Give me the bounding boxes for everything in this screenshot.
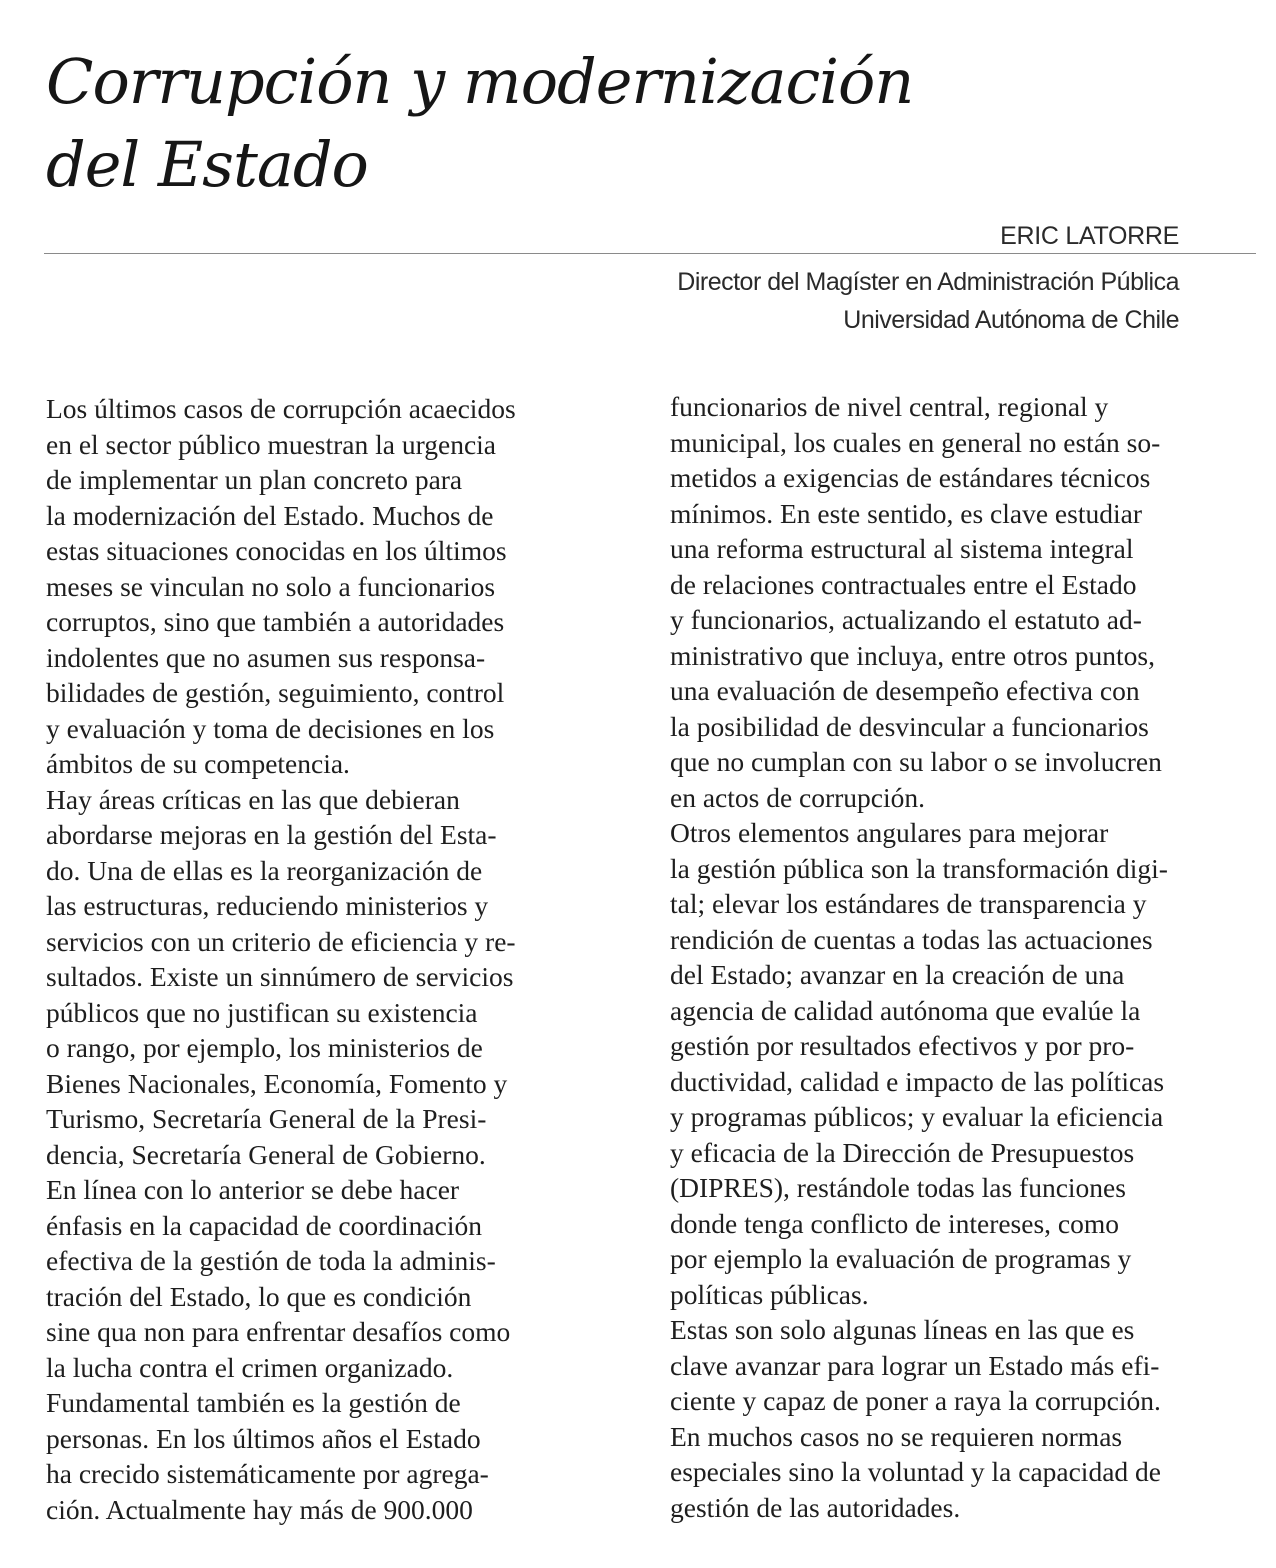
body-text-line: ductividad, calidad e impacto de las políticas (670, 1065, 1165, 1097)
body-text-line: (DIPRES), restándole todas las funciones (670, 1172, 1126, 1203)
author-name: ERIC LATORRE (1000, 222, 1179, 250)
body-text-line: de relaciones contractuales entre el Estado (670, 568, 1137, 600)
article-column-right (670, 389, 1250, 1525)
body-text-line: la lucha contra el crimen organizado. (46, 1351, 454, 1383)
author-role (677, 263, 1179, 339)
body-text-line: Bienes Nacionales, Economía, Fomento y (46, 1067, 508, 1099)
body-text-line: gestión por resultados efectivos y por pro- (670, 1030, 1135, 1061)
body-text-line: do. Una de ellas es la reorganización de (46, 854, 483, 886)
body-text-line: servicios con un criterio de eficiencia y re- (46, 925, 516, 957)
body-text-line: por ejemplo la evaluación de programas y (670, 1243, 1132, 1274)
body-text-line: efectiva de la gestión de toda la adminis- (46, 1245, 496, 1276)
body-text-line: sine qua non para enfrentar desafíos como (46, 1316, 511, 1347)
body-text-line: las estructuras, reduciendo ministerios y (46, 890, 489, 921)
title-divider (44, 253, 1256, 254)
body-text-line: Otros elementos angulares para mejorar (670, 817, 1109, 848)
body-text-line: clave avanzar para lograr un Estado más efi- (670, 1349, 1160, 1381)
body-text-line: Estas son solo algunas líneas en las que es (670, 1314, 1135, 1345)
body-text-line: Fundamental también es la gestión de (46, 1387, 461, 1418)
body-text-line: bilidades de gestión, seguimiento, control (46, 677, 505, 708)
body-text-line: en el sector público muestran la urgencia (46, 428, 497, 460)
body-text-line: y evaluación y toma de decisiones en los (46, 712, 495, 744)
body-text-line: meses se vinculan no solo a funcionarios (46, 570, 496, 602)
body-text-line: estas situaciones conocidas en los últimos (46, 535, 507, 566)
body-text-line: y funcionarios, actualizando el estatuto ad- (670, 604, 1142, 635)
article-title (46, 40, 1226, 206)
article-title-line: Corrupción y modernización (46, 45, 914, 118)
body-text-line: de implementar un plan concreto para (46, 464, 463, 495)
body-text-line: En línea con lo anterior se debe hacer (46, 1174, 460, 1205)
body-text-line: ministrativo que incluya, entre otros puntos, (670, 639, 1155, 671)
body-text-line: Los últimos casos de corrupción acaecidos (46, 393, 516, 424)
body-text-line: tal; elevar los estándares de transparencia y (670, 888, 1147, 919)
body-text-line: la posibilidad de desvincular a funcionarios (670, 710, 1149, 742)
body-text-line: ciente y capaz de poner a raya la corrupción. (670, 1385, 1161, 1416)
body-text-line: especiales sino la voluntad y la capacidad de (670, 1456, 1161, 1487)
body-text-line: la modernización del Estado. Muchos de (46, 499, 494, 531)
body-text-line: la gestión pública son la transformación digi- (670, 852, 1168, 884)
body-text-line: rendición de cuentas a todas las actuaciones (670, 923, 1153, 955)
body-text-line: ámbitos de su competencia. (46, 748, 350, 779)
body-text-line: municipal, los cuales en general no están so- (670, 426, 1161, 458)
body-text-line: del Estado; avanzar en la creación de una (670, 959, 1125, 990)
body-text-line: ha crecido sistemáticamente por agrega- (46, 1458, 489, 1489)
body-text-line: indolentes que no asumen sus responsa- (46, 641, 486, 673)
body-text-line: políticas públicas. (670, 1278, 869, 1310)
body-text-line: que no cumplan con su labor o se involucren (670, 746, 1162, 777)
body-text-line: donde tenga conflicto de intereses, como (670, 1207, 1120, 1239)
body-text-line: En muchos casos no se requieren normas (670, 1420, 1123, 1452)
body-text-line: gestión de las autoridades. (670, 1491, 961, 1523)
body-text-line: corruptos, sino que también a autoridades (46, 606, 505, 637)
body-text-line: y eficacia de la Dirección de Presupuestos (670, 1136, 1135, 1168)
body-text-line: Hay áreas críticas en las que debieran (46, 783, 460, 815)
body-text-line: funcionarios de nivel central, regional y (670, 391, 1109, 422)
body-text-line: mínimos. En este sentido, es clave estudiar (670, 497, 1142, 529)
author-role-line: Director del Magíster en Administración Pública (677, 268, 1179, 296)
body-text-line: abordarse mejoras en la gestión del Esta- (46, 819, 497, 850)
body-text-line: personas. En los últimos años el Estado (46, 1422, 481, 1454)
byline (677, 219, 1179, 339)
article-title-line: del Estado (46, 128, 368, 201)
author-role-line: Universidad Autónoma de Chile (843, 306, 1179, 334)
body-text-line: y programas públicos; y evaluar la eficiencia (670, 1101, 1164, 1132)
body-text-line: o rango, por ejemplo, los ministerios de (46, 1032, 483, 1063)
body-text-line: sultados. Existe un sinnúmero de servicios (46, 961, 514, 992)
body-text-line: agencia de calidad autónoma que evalúe la (670, 994, 1141, 1026)
article-column-left (46, 391, 616, 1527)
body-text-line: tración del Estado, lo que es condición (46, 1280, 472, 1312)
body-text-line: dencia, Secretaría General de Gobierno. (46, 1138, 486, 1170)
body-text-line: Turismo, Secretaría General de la Presi- (46, 1103, 487, 1134)
body-text-line: metidos a exigencias de estándares técnicos (670, 462, 1151, 493)
body-text-line: una reforma estructural al sistema integral (670, 533, 1134, 564)
body-text-line: ción. Actualmente hay más de 900.000 (46, 1493, 473, 1525)
body-text-line: una evaluación de desempeño efectiva con (670, 675, 1140, 706)
body-text-line: en actos de corrupción. (670, 781, 926, 813)
body-text-line: énfasis en la capacidad de coordinación (46, 1209, 482, 1241)
body-text-line: públicos que no justifican su existencia (46, 996, 478, 1028)
